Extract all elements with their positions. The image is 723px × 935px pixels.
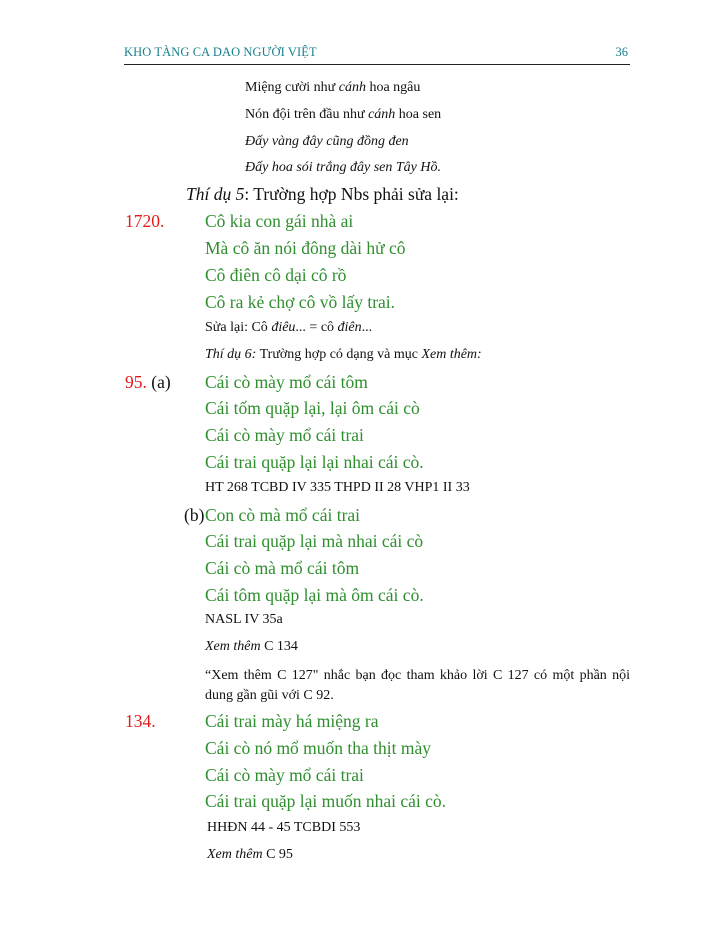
verse-line: Cái trai quặp lại lại nhai cái cò. <box>205 452 424 472</box>
intro-verse: Đấy hoa sói trắng đây sen Tây Hồ. <box>245 160 441 175</box>
verse-line: Cái cò mà mổ cái tôm <box>205 558 360 578</box>
source-reference: NASL IV 35a <box>205 612 283 627</box>
variant-label: (b) <box>184 505 205 525</box>
example-6-heading: Thí dụ 6: Trường hợp có dạng và mục Xem thêm: <box>205 347 482 362</box>
correction-note: Sửa lại: Cô điêu... = cô điên... <box>205 320 373 335</box>
verse-line: Mà cô ăn nói đông dài hử cô <box>205 238 406 258</box>
verse-line: Cái cò mày mổ cái trai <box>205 425 364 445</box>
verse-line: Cái cò mày mổ cái tôm <box>205 372 368 392</box>
source-reference: HT 268 TCBD IV 335 THPD II 28 VHP1 II 33 <box>205 480 470 495</box>
see-also: Xem thêm C 134 <box>205 639 298 654</box>
intro-verse: Nón đội trên đầu như cánh hoa sen <box>245 107 442 122</box>
verse-line: Cái tôm quặp lại mà ôm cái cò. <box>205 585 424 605</box>
verse-line: Cái tốm quặp lại, lại ôm cái cò <box>205 398 420 418</box>
verse-line: Cái cò mày mổ cái trai <box>205 765 364 785</box>
verse-line: Cái trai mày há miệng ra <box>205 711 379 731</box>
page-header <box>124 44 630 65</box>
source-reference: HHĐN 44 - 45 TCBDI 553 <box>207 820 361 835</box>
verse-line: Cái cò nó mổ muốn tha thịt mày <box>205 738 432 758</box>
explanatory-note: “Xem thêm C 127" nhắc bạn đọc tham khảo lời C 127 có một phần nội dung gần gũi với C 92. <box>205 668 630 703</box>
verse-line: Cô kia con gái nhà ai <box>205 211 354 231</box>
intro-verse: Miệng cười như cánh hoa ngâu <box>245 80 421 95</box>
intro-verse: Đấy vàng đây cũng đồng đen <box>245 134 409 149</box>
verse-line: Cái trai quặp lại mà nhai cái cò <box>205 531 424 551</box>
entry-number: 95. (a) <box>125 372 171 392</box>
page-number: 36 <box>615 45 628 59</box>
book-title: KHO TÀNG CA DAO NGƯỜI VIỆT <box>124 45 317 59</box>
verse-line: Cái trai quặp lại muốn nhai cái cò. <box>205 791 447 811</box>
entry-number: 1720. <box>125 211 165 231</box>
verse-line: Con cò mà mổ cái trai <box>205 505 361 525</box>
see-also: Xem thêm C 95 <box>207 847 293 862</box>
verse-line: Cô điên cô dại cô rồ <box>205 265 347 285</box>
verse-line: Cô ra kẻ chợ cô vồ lấy trai. <box>205 292 396 312</box>
example-5-heading: Thí dụ 5: Trường hợp Nbs phải sửa lại: <box>186 184 459 204</box>
entry-number: 134. <box>125 711 156 731</box>
